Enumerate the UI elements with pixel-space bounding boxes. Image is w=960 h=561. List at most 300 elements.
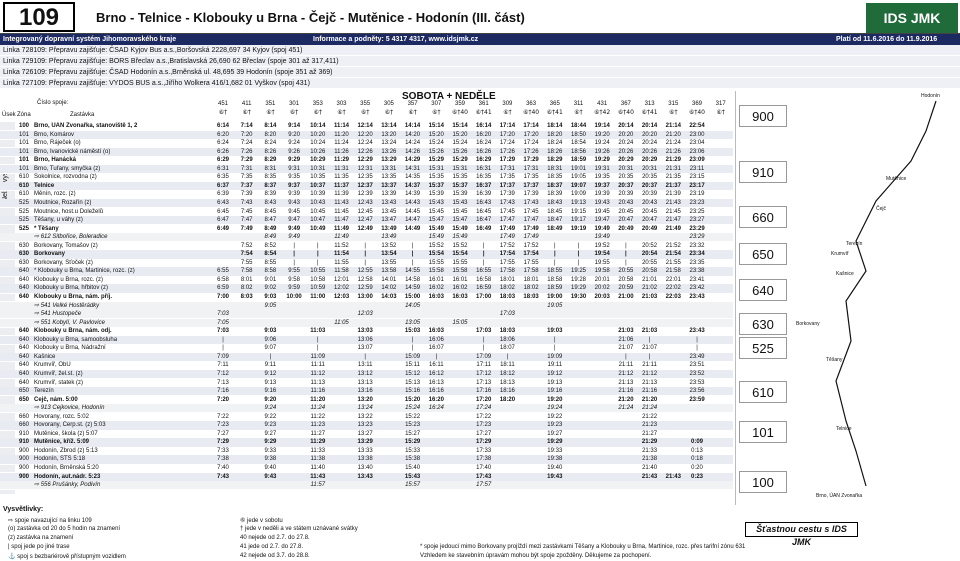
time-cell: 7:39 [240, 191, 253, 198]
stop-name: Klobouky u Brna, nám. příj. [34, 294, 113, 300]
time-cell: 6:14 [216, 123, 229, 129]
time-cell: 21:22 [642, 413, 658, 420]
time-cell: 21:07 [642, 345, 658, 352]
time-cell: 15:11 [405, 362, 420, 369]
time-cell: 12:14 [357, 123, 373, 129]
time-cell: 18:01 [499, 276, 515, 283]
time-cell: 8:35 [264, 174, 277, 181]
time-cell: 18:54 [570, 140, 586, 147]
time-cell: 23:23 [689, 199, 705, 206]
time-cell: 15:31 [452, 165, 468, 172]
time-cell: 20:02 [594, 285, 610, 292]
time-cell: 17:45 [523, 208, 539, 215]
stop-name: Moutnice, host.u Doleželů [34, 208, 104, 215]
time-cell: 15:49 [428, 234, 444, 241]
time-cell: 9:22 [264, 413, 277, 420]
time-cell: 16:14 [476, 123, 492, 129]
time-cell: 16:11 [429, 362, 444, 369]
time-cell: | [317, 242, 319, 249]
time-cell: | [411, 345, 414, 352]
time-cell: 16:03 [428, 294, 444, 300]
time-cell: 10:20 [310, 131, 326, 138]
time-cell: 16:31 [476, 165, 492, 172]
system-name: Integrovaný dopravní systém Jihomoravského kraje [3, 36, 177, 43]
zone-box-640: 640 [739, 279, 787, 301]
time-cell: 15:29 [404, 439, 421, 446]
time-cell: 9:35 [288, 174, 300, 181]
time-cell: 18:39 [547, 191, 563, 198]
time-cell: 11:38 [310, 456, 326, 463]
time-cell: 18:11 [500, 362, 515, 369]
time-cell: | [554, 242, 556, 249]
time-cell: 20:26 [642, 148, 658, 155]
time-cell: 16:37 [476, 182, 492, 189]
time-cell: 20:29 [641, 157, 658, 164]
stop-name: ⇨ 556 Prušánky, Podivín [34, 482, 101, 489]
time-cell: | [648, 353, 651, 360]
time-cell: 9:16 [264, 388, 277, 395]
time-cell: 21:13 [618, 379, 634, 386]
time-cell: 10:31 [310, 165, 326, 172]
time-cell: 21:33 [642, 447, 658, 454]
time-cell: 20:01 [594, 276, 610, 283]
stop-name: Brno, Komárov [34, 131, 75, 138]
time-cell: | [293, 242, 295, 249]
conn-number: 355 [360, 101, 371, 107]
time-cell: 17:24 [523, 140, 539, 147]
conn-number: 431 [597, 101, 608, 107]
conn-number: 357 [407, 101, 418, 107]
time-cell: 7:35 [240, 174, 253, 181]
time-cell: 7:22 [217, 413, 229, 420]
time-cell: 9:24 [264, 405, 277, 412]
legend-item: 42 nejede od 3.7. do 28.8. [240, 553, 310, 559]
time-cell: 15:35 [428, 174, 444, 181]
time-cell: 12:45 [357, 208, 373, 215]
conn-icons: ⑥† [716, 109, 725, 116]
time-cell: 11:12 [310, 370, 326, 377]
time-cell: 23:42 [689, 285, 705, 292]
time-cell: 17:49 [499, 234, 515, 241]
time-cell: 15:20 [404, 396, 421, 403]
time-cell: 14:39 [405, 191, 421, 198]
time-cell: 18:55 [547, 268, 563, 275]
zone-cell: 101 [19, 148, 30, 155]
time-cell: 23:00 [689, 131, 705, 138]
time-cell: 16:20 [476, 131, 492, 138]
time-cell: 13:22 [357, 413, 373, 420]
time-cell: 19:49 [594, 225, 610, 232]
stop-name: Klobouky u Brna, rozc. (z) [34, 276, 104, 283]
time-cell: 17:55 [499, 259, 515, 266]
time-cell: 18:24 [547, 140, 563, 147]
time-cell: 15:39 [428, 191, 444, 198]
time-cell: 17:49 [523, 234, 539, 241]
time-cell: 15:43 [428, 199, 444, 206]
time-cell: 9:43 [288, 199, 300, 206]
time-cell: 11:40 [310, 465, 326, 471]
time-cell: 11:03 [310, 328, 326, 335]
time-cell: 15:58 [428, 268, 444, 275]
time-cell: 19:29 [594, 157, 610, 164]
time-cell: | [411, 336, 414, 343]
time-cell: 7:49 [240, 225, 253, 232]
time-cell: 7:52 [240, 242, 253, 249]
time-cell: 15:13 [405, 379, 421, 386]
page-title: Brno - Telnice - Klobouky u Brna - Čejč - Mutěnice - Hodonín (III. část) [96, 10, 525, 25]
time-cell: 9:49 [288, 225, 301, 232]
time-cell: 7:13 [217, 379, 229, 386]
time-cell: 21:12 [642, 370, 658, 377]
use-label: Úsek [2, 112, 16, 118]
stop-name: Borkovany, Tomašov (z) [34, 242, 98, 249]
time-cell: 13:27 [357, 430, 373, 437]
time-cell: 7:11 [217, 362, 229, 369]
time-cell: 21:47 [665, 217, 681, 224]
time-cell: 21:55 [665, 259, 681, 266]
zone-box-101: 101 [739, 421, 787, 443]
time-cell: 20:47 [618, 217, 634, 224]
time-cell: 14:26 [405, 148, 421, 155]
time-cell: 15:24 [428, 140, 444, 147]
zone-cell: 640 [19, 328, 30, 335]
time-cell: 11:23 [310, 422, 326, 429]
time-cell: 13:23 [357, 422, 373, 429]
time-cell: 11:55 [334, 259, 349, 266]
time-cell: 13:29 [357, 439, 373, 446]
zone-cell: 910 [19, 430, 30, 437]
time-cell: 6:29 [216, 157, 229, 164]
time-cell: 14:31 [405, 165, 421, 172]
contact-info: Informace a podněty: 5 4317 4317, www.idsjmk.cz [313, 36, 479, 43]
time-cell: 21:20 [665, 131, 681, 138]
time-cell: 14:55 [405, 268, 421, 275]
time-cell: 9:29 [264, 439, 277, 446]
time-cell: 15:16 [405, 388, 421, 395]
time-cell: 18:07 [499, 345, 515, 352]
time-cell: 19:40 [547, 465, 563, 471]
time-cell: 14:47 [405, 217, 421, 224]
time-cell: 7:03 [217, 311, 229, 318]
time-cell: 18:02 [523, 285, 539, 292]
time-cell: 7:40 [217, 465, 229, 471]
time-cell: 8:58 [264, 268, 277, 275]
time-cell: 13:45 [381, 208, 397, 215]
map-label-telnice: Telnice [836, 426, 852, 432]
time-cell: 20:49 [641, 225, 658, 232]
time-cell: 16:35 [476, 174, 492, 181]
time-cell: 18:26 [547, 148, 563, 155]
time-cell: 17:24 [476, 405, 492, 412]
time-cell: 10:24 [310, 140, 326, 147]
zone-cell: 650 [19, 388, 30, 395]
time-cell: 9:03 [264, 328, 277, 335]
time-cell: 15:54 [428, 251, 444, 258]
time-cell: 22:54 [689, 123, 705, 129]
time-cell: 18:13 [499, 379, 515, 386]
time-cell: 7:16 [217, 388, 229, 395]
time-cell: 12:03 [357, 311, 373, 318]
time-cell: 13:20 [357, 396, 373, 403]
stop-name: Hodonín, aut.nádr. 5:23 [34, 473, 101, 480]
time-cell: 18:31 [547, 165, 563, 172]
time-cell: 21:00 [618, 294, 634, 300]
time-cell: | [293, 251, 295, 258]
time-cell: 16:59 [476, 285, 492, 292]
time-cell: 8:20 [264, 131, 277, 138]
time-cell: | [482, 336, 485, 343]
time-cell: 15:35 [452, 174, 468, 181]
time-cell: | [506, 353, 509, 360]
time-cell: 9:20 [264, 396, 277, 403]
time-cell: 8:47 [264, 217, 277, 224]
legend-item: ⇨ spoje navazující na linku 109 [8, 518, 92, 524]
time-cell: 18:44 [570, 123, 587, 129]
time-cell: 18:03 [499, 294, 516, 300]
map-label-cejc: Čejč [876, 206, 887, 212]
stop-name: Hodonín, Brněnská 5:20 [34, 465, 99, 471]
time-cell: 0:13 [691, 447, 703, 454]
time-cell: 20:37 [641, 182, 658, 189]
zone-cell: 900 [19, 447, 30, 454]
time-cell: 23:41 [689, 276, 705, 283]
time-cell: 10:26 [310, 148, 326, 155]
info-bar [0, 34, 960, 45]
time-cell: 17:03 [476, 328, 492, 335]
time-cell: | [411, 259, 414, 266]
time-cell: 7:12 [217, 370, 229, 377]
time-cell: 20:52 [642, 242, 658, 249]
time-cell: 13:14 [381, 123, 397, 129]
time-cell: 11:29 [310, 439, 326, 446]
time-cell: 17:45 [499, 208, 515, 215]
time-cell: 21:06 [618, 336, 634, 343]
time-cell: 9:47 [288, 217, 300, 224]
time-cell: 18:01 [523, 276, 539, 283]
time-cell: 21:29 [641, 439, 658, 446]
time-cell: 21:24 [618, 405, 634, 412]
time-cell: 0:18 [691, 456, 703, 463]
ids-jmk-logo [866, 3, 958, 33]
time-cell: 7:23 [217, 422, 229, 429]
time-cell: 15:40 [405, 465, 421, 471]
time-cell: 10:37 [310, 182, 326, 189]
time-cell: 19:47 [594, 217, 610, 224]
time-cell: 13:33 [357, 447, 373, 454]
time-cell: 10:14 [310, 123, 326, 129]
time-cell: 21:43 [641, 473, 658, 480]
time-cell: 20:35 [642, 174, 658, 181]
time-cell: 19:13 [570, 199, 586, 206]
time-cell: 15:26 [452, 148, 468, 155]
time-cell: 8:24 [264, 140, 277, 147]
time-cell: 12:20 [357, 131, 373, 138]
time-cell: 15:45 [452, 208, 468, 215]
time-cell: 17:11 [476, 362, 491, 369]
time-cell: 15:12 [405, 370, 421, 377]
zone-box-900: 900 [739, 105, 787, 127]
time-cell: 14:05 [405, 302, 421, 309]
time-cell: 23:15 [689, 174, 705, 181]
time-cell: | [482, 345, 485, 352]
time-cell: 8:02 [240, 285, 253, 292]
stop-name: Krumvíř, statek (z) [34, 379, 84, 386]
time-cell: 17:29 [499, 157, 516, 164]
map-label-mutenice: Mutěnice [886, 176, 907, 182]
time-cell: 7:00 [216, 294, 229, 300]
time-cell: 19:37 [594, 182, 610, 189]
time-cell: 11:22 [310, 413, 326, 420]
time-cell: 14:35 [405, 174, 421, 181]
time-cell: 19:01 [570, 165, 586, 172]
time-cell: | [553, 251, 556, 258]
conn-number: 363 [526, 101, 537, 107]
time-cell: 15:52 [452, 242, 468, 249]
zone-label: Zóna [17, 112, 31, 118]
zone-cell: 640 [19, 285, 30, 292]
time-cell: 10:35 [310, 174, 326, 181]
time-cell: 20:29 [618, 157, 634, 164]
time-cell: | [577, 242, 580, 249]
time-cell: 17:55 [523, 259, 539, 266]
time-cell: 17:35 [499, 174, 515, 181]
conn-icons: ⑥† [242, 109, 251, 116]
zone-cell: 900 [19, 465, 30, 471]
time-cell: 16:01 [452, 276, 468, 283]
time-cell: 13:29 [381, 157, 397, 164]
conn-icons: ⑥†41 [641, 109, 658, 116]
time-cell: 18:35 [547, 174, 563, 181]
time-cell: 15:43 [452, 199, 468, 206]
zone-cell: 101 [19, 131, 30, 138]
time-cell: 7:31 [240, 165, 253, 172]
stop-name: ⇨ 541 Hustopeče [34, 311, 82, 318]
conn-icons: ⑥† [337, 109, 346, 116]
time-cell: 21:54 [665, 251, 681, 258]
time-cell: 21:20 [641, 396, 658, 403]
time-cell: 18:47 [547, 217, 563, 224]
time-cell: 15:43 [404, 473, 421, 480]
time-cell: 21:26 [665, 148, 681, 155]
time-cell: 16:45 [476, 208, 492, 215]
time-cell: 17:33 [476, 447, 492, 454]
time-cell: 20:20 [618, 131, 634, 138]
time-cell: 8:01 [240, 276, 253, 283]
zone-cell: 101 [19, 157, 30, 164]
zone-box-100: 100 [739, 471, 787, 493]
map-label-terezin: Terezín [846, 241, 863, 247]
zone-cell: 910 [19, 439, 30, 446]
time-cell: 18:56 [570, 148, 586, 155]
time-cell: 16:29 [476, 157, 492, 164]
time-cell: 13:37 [381, 182, 397, 189]
time-cell: 9:14 [288, 123, 301, 129]
time-cell: 15:49 [452, 234, 468, 241]
time-cell: 6:37 [216, 182, 229, 189]
time-cell: 16:47 [476, 217, 492, 224]
time-cell: 13:11 [357, 362, 373, 369]
time-cell: 7:05 [217, 319, 229, 326]
conn-icons: ⑥† [408, 109, 417, 116]
time-cell: 8:49 [264, 234, 277, 241]
time-cell: 13:24 [381, 140, 397, 147]
time-cell: 9:03 [264, 294, 277, 300]
stop-name: Moutnice, Rozařín (z) [34, 199, 92, 206]
time-cell: | [696, 336, 698, 343]
time-cell: 13:55 [381, 259, 397, 266]
zone-box-910: 910 [739, 161, 787, 183]
time-cell: 8:03 [240, 294, 253, 300]
time-cell: 17:49 [523, 225, 539, 232]
conn-number: 309 [502, 101, 513, 107]
time-cell: 13:24 [357, 405, 373, 412]
time-cell: 19:54 [594, 251, 610, 258]
time-cell: 7:38 [217, 456, 229, 463]
time-cell: 8:43 [264, 199, 277, 206]
time-cell: 23:56 [689, 388, 705, 395]
legend-item: ⚓ spoj s bezbariérově přístupným vozidlem [8, 554, 126, 560]
time-cell: 14:49 [404, 225, 421, 232]
time-cell: | [577, 251, 580, 258]
stop-name: Klobouky u Brna, samoobsluha [34, 336, 118, 343]
time-cell: 19:19 [570, 225, 587, 232]
time-cell: | [317, 259, 319, 266]
time-cell: 20:59 [618, 285, 634, 292]
time-cell: 20:49 [618, 225, 634, 232]
time-cell: 21:12 [618, 370, 634, 377]
time-cell: 11:43 [334, 199, 349, 206]
time-cell: 15:29 [428, 157, 444, 164]
conn-icons: ⑥† [384, 109, 394, 116]
time-cell: 17:54 [523, 251, 539, 258]
stop-name: Měnín, rozc. (z) [34, 191, 76, 198]
time-cell: 21:27 [642, 430, 658, 437]
time-cell: 13:12 [357, 370, 373, 377]
time-cell: 6:59 [217, 285, 229, 292]
time-cell: | [364, 259, 366, 266]
time-cell: 17:43 [476, 473, 492, 480]
time-cell: 9:31 [288, 165, 300, 172]
time-cell: 18:20 [499, 396, 516, 403]
time-cell: 20:31 [618, 165, 634, 172]
time-cell: 9:29 [288, 157, 301, 164]
stop-name: Brno, Tuřany, smyčka (z) [34, 165, 101, 172]
time-cell: 10:43 [310, 199, 326, 206]
time-cell: 18:49 [547, 225, 563, 232]
time-cell: 15:37 [428, 182, 444, 189]
time-cell: 23:29 [689, 234, 705, 241]
time-cell: 18:02 [499, 285, 515, 292]
legend-item: | spoj jede po jiné trase [8, 544, 70, 550]
time-cell: 16:43 [476, 199, 492, 206]
time-cell: | [696, 345, 698, 352]
time-cell: 17:16 [476, 388, 492, 395]
time-cell: 13:13 [357, 379, 373, 386]
time-cell: 21:38 [642, 456, 658, 463]
conn-number: 315 [668, 101, 679, 107]
stop-name: Brno, ÚAN Zvonařka, stanoviště 1, 2 [34, 123, 138, 129]
time-cell: 11:54 [333, 251, 349, 258]
time-cell: | [577, 259, 580, 266]
time-cell: 21:16 [618, 388, 634, 395]
time-cell: 12:39 [357, 191, 373, 198]
conn-icons: ⑥† [432, 109, 441, 116]
time-cell: 23:19 [689, 191, 705, 198]
time-cell: 9:43 [264, 473, 277, 480]
time-cell: | [364, 242, 366, 249]
time-cell: 19:27 [547, 430, 563, 437]
validity: Platí od 11.6.2016 do 11.9.2016 [836, 36, 938, 43]
